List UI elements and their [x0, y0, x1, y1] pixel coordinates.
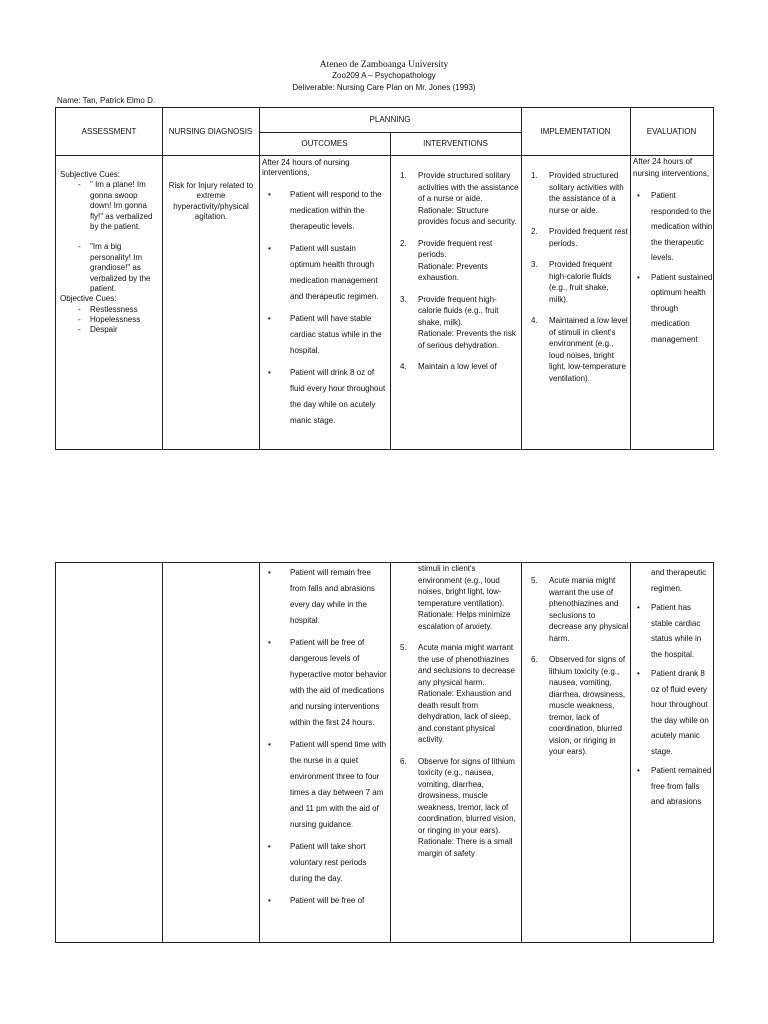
care-plan-table-page-2	[55, 562, 714, 943]
evaluation-item: • Patient responded to the medication within the therapeutic levels.	[633, 188, 713, 266]
objective-cue: - Despair	[60, 325, 160, 335]
objective-cue: - Restlessness	[60, 305, 160, 315]
col-divider	[521, 563, 522, 942]
outcome-item: • Patient will have stable cardiac status while in the hospital.	[262, 311, 388, 359]
course-title: Zoo209 A – Psychopathology	[332, 71, 436, 80]
header-diagnosis: NURSING DIAGNOSIS	[168, 127, 253, 136]
col-divider	[390, 132, 391, 449]
evaluation-item: • Patient remained free from falls and abrasions	[633, 763, 713, 810]
outcome-item: • Patient will drink 8 oz of fluid every hour throughout the day while on acutely manic stage.	[262, 365, 388, 429]
intervention-continued: stimuli in client's environment (e.g., loud noises, bright light, low-temperature ventilation).	[418, 564, 505, 608]
intervention-item: 2. Provide frequent rest periods. Rationale: Prevents exhaustion.	[400, 238, 493, 282]
evaluation-item: • Patient has stable cardiac status while in the hospital.	[633, 600, 713, 662]
outcomes-intro: After 24 hours of nursing interventions,	[262, 158, 350, 178]
evaluation-cell	[633, 156, 713, 351]
evaluation-item: • Patient sustained optimum health through medication management	[633, 270, 713, 348]
col-divider	[630, 563, 631, 942]
outcome-item: • Patient will respond to the medication within the therapeutic levels.	[262, 187, 388, 235]
header-planning: PLANNING	[369, 115, 411, 124]
outcome-item: • Patient will be free of	[262, 893, 388, 909]
col-divider	[162, 563, 163, 942]
implementation-item: 4. Maintained a low level of stimuli in client's environment (e.g., loud noises, bright light, low-temperature ventilation).	[531, 316, 628, 383]
outcome-item: • Patient will take short voluntary rest periods during the day.	[262, 839, 388, 887]
implementation-cell	[523, 575, 629, 768]
subjective-cue: - " Im a plane! Im gonna swoop down! Im gonna fly!" as verbalized by the patient.	[60, 180, 160, 232]
col-divider	[162, 108, 163, 449]
implementation-item: 3. Provided frequent high-calorie fluids (e.g., fruit shake, milk).	[531, 260, 613, 304]
outcome-item: • Patient will spend time with the nurse in a quiet environment three to four times a day between 7 am and 11 pm with the aid of nursing guidance.	[262, 737, 388, 833]
implementation-item: 1. Provided structured solitary activities with the assistance of a nurse or aide.	[531, 171, 624, 215]
outcomes-cell	[262, 158, 388, 435]
header-assessment: ASSESSMENT	[81, 127, 137, 136]
intervention-item: 5. Acute mania might warrant the use of phenothiazines and seclusions to decrease any physical harm. Rationale: Exhaustion and death result from dehydration, lack of sleep, and constant physical activity.	[400, 643, 515, 744]
outcome-item: • Patient will sustain optimum health through medication management and therapeutic regimen.	[262, 241, 388, 305]
header-interventions: INTERVENTIONS	[423, 139, 488, 148]
col-divider	[390, 563, 391, 942]
subjective-label: Subjective Cues:	[60, 170, 121, 179]
outcome-item: • Patient will be free of dangerous levels of hyperactive motor behavior with the aid of medications and nursing interventions within the first 24 hours.	[262, 635, 388, 731]
interventions-cell	[392, 563, 519, 869]
col-divider	[259, 108, 260, 449]
outcomes-cell	[262, 565, 388, 915]
col-divider	[259, 563, 260, 942]
outcome-item: • Patient will remain free from falls and abrasions every day while in the hospital.	[262, 565, 388, 629]
diagnosis-cell: Risk for Injury related to extreme hyperactivity/physical agitation.	[168, 181, 254, 222]
assessment-cell	[60, 170, 160, 336]
interventions-cell	[392, 170, 519, 383]
subjective-cue: - "Im a big personality! Im grandiose!" as verbalized by the patient.	[60, 242, 160, 294]
care-plan-table-page-1	[55, 107, 714, 450]
header-evaluation: EVALUATION	[646, 127, 697, 136]
evaluation-intro: After 24 hours of nursing interventions,	[633, 157, 710, 178]
implementation-cell	[523, 170, 629, 394]
implementation-item: 2. Provided frequent rest periods.	[531, 227, 628, 248]
university-title: Ateneo de Zamboanga University	[319, 60, 449, 70]
row-divider	[259, 132, 521, 133]
evaluation-item: • Patient drank 8 oz of fluid every hour throughout the day while on acutely manic stage.	[633, 666, 713, 759]
evaluation-continued: and therapeutic regimen.	[651, 568, 707, 593]
col-divider	[521, 108, 522, 449]
col-divider	[630, 108, 631, 449]
header-implementation: IMPLEMENTATION	[540, 127, 611, 136]
deliverable-title: Deliverable: Nursing Care Plan on Mr. Jones (1993)	[292, 83, 476, 92]
objective-label: Objective Cues:	[60, 294, 117, 304]
header-divider	[56, 155, 713, 156]
intervention-item: 4. Maintain a low level of	[400, 362, 497, 371]
header-outcomes: OUTCOMES	[301, 139, 348, 148]
student-name: Name: Tan, Patrick Elmo D.	[57, 96, 156, 105]
implementation-item: 5. Acute mania might warrant the use of phenothiazines and seclusions to decrease any physical harm.	[531, 576, 629, 643]
evaluation-cell	[633, 565, 713, 814]
implementation-item: 6. Observed for signs of lithium toxicity (e.g., nausea, vomiting, diarrhea, drowsiness, muscle weakness, tremor, lack of coordination, blurred vision, or ringing in your ears).	[531, 655, 626, 756]
intervention-item: 6. Observe for signs of lithium toxicity (e.g., nausea, vomiting, diarrhea, drowsiness, muscle weakness, tremor, lack of coordination, blurred vision, or ringing in your ears). Rationale: There is a small margin of safety	[400, 756, 516, 858]
intervention-item: 1. Provide structured solitary activities with the assistance of a nurse or aide. Rationale: Structure provides focus and security.	[400, 171, 519, 226]
intervention-item: 3. Provide frequent high-calorie fluids (e.g., fruit shake, milk). Rationale: Prevents the risk of serious dehydration.	[400, 294, 516, 350]
intervention-continued-rationale: Rationale: Helps minimize escalation of anxiety.	[418, 610, 511, 631]
objective-cue: - Hopelessness	[60, 315, 160, 325]
